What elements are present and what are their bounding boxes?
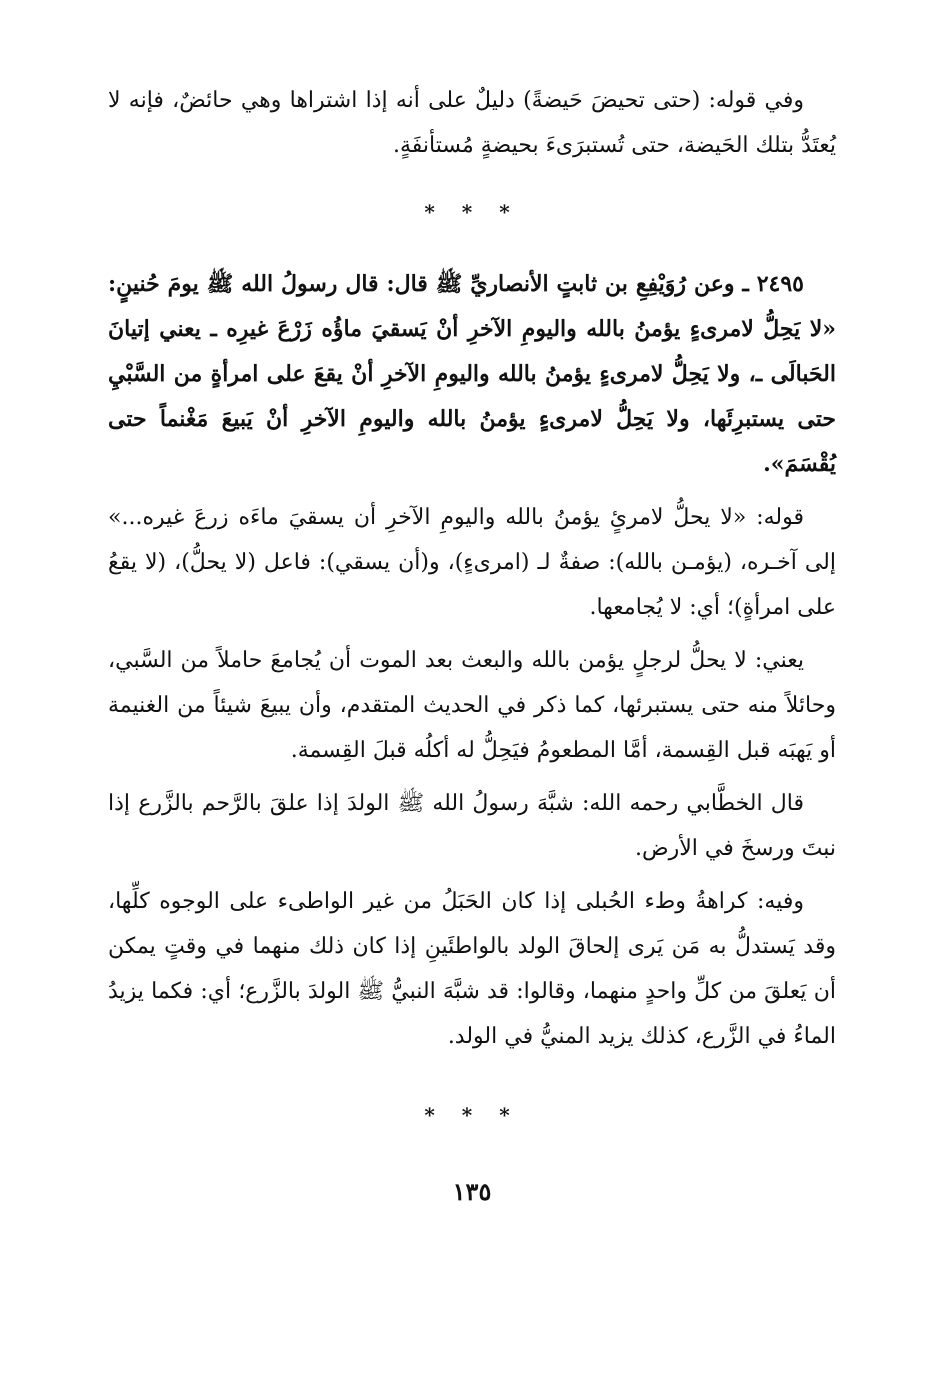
hadith-2495: ٢٤٩٥ ـ وعن رُوَيْفِعِ بن ثابتٍ الأنصاريِّ ﷺ قال: قال رسولُ الله ﷺ يومَ حُنينٍ: «لا يَحِلُّ لامرىءٍ يؤمنُ بالله واليومِ الآخرِ أنْ يَسقيَ ماؤُه زَرْعَ غيرِه ـ يعني إتيانَ الحَبالَى ـ، ولا يَحِلُّ لامرىءٍ يؤمنُ بالله واليومِ الآخرِ أنْ يقعَ على امرأةٍ من السَّبْيِ حتى يستبرِئَها، ولا يَحِلُّ لامرىءٍ يؤمنُ بالله واليومِ الآخرِ أنْ يَبيعَ مَغْنماً حتى يُقْسَمَ». — [108, 271, 836, 477]
section-separator-end: * * * — [424, 1103, 520, 1127]
page-number: ١٣٥ — [452, 1177, 492, 1206]
document-page — [108, 78, 836, 1206]
paragraph-khattabi: قال الخطَّابي رحمه الله: شبَّهَ رسولُ الله ﷺ الولدَ إذا علقَ بالرَّحم بالزَّرع إذا نبتَ ورسخَ في الأرض. — [108, 791, 836, 861]
paragraph-commentary-2: يعني: لا يحلُّ لرجلٍ يؤمن بالله والبعث بعد الموت أن يُجامعَ حاملاً من السَّبي، وحائلاً منه حتى يستبرئها، كما ذكر في الحديث المتقدم، وأن يبيعَ شيئاً من الغنيمة أو يَهبَه قبل القِسمة، أمَّا المطعومُ فيَحِلُّ له أكلُه قبلَ القِسمة. — [108, 648, 836, 763]
paragraph-1: وفي قوله: (حتى تحيضَ حَيضةً) دليلٌ على أنه إذا اشتراها وهي حائضٌ، فإنه لا يُعتَدُّ بتلك الحَيضة، حتى تُستبرَىءَ بحيضةٍ مُستأنفَةٍ. — [108, 88, 836, 158]
paragraph-commentary-1: قوله: «لا يحلُّ لامرئٍ يؤمنُ بالله واليومِ الآخرِ أن يسقيَ ماءَه زرعَ غيره...» إلى آخـره، (يؤمـن بالله): صفةٌ لـ (امرىءٍ)، و(أن يسقي): فاعل (لا يحلُّ)، (لا يقعُ على امرأةٍ)؛ أي: لا يُجامعها. — [108, 505, 836, 620]
section-separator: * * * — [424, 200, 520, 224]
paragraph-commentary-3: وفيه: كراهةُ وطء الحُبلى إذا كان الحَبَلُ من غير الواطىء على الوجوه كلِّها، وقد يَستدلُّ به مَن يَرى إلحاقَ الولد بالواطئَينِ إذا كان ذلك منهما في وقتٍ يمكن أن يَعلقَ من كلِّ واحدٍ منهما، وقالوا: قد شبَّهَ النبيُّ ﷺ الولدَ بالزَّرع؛ أي: فكما يزيدُ الماءُ في الزَّرع، كذلك يزيد المنيُّ في الولد. — [108, 889, 836, 1049]
